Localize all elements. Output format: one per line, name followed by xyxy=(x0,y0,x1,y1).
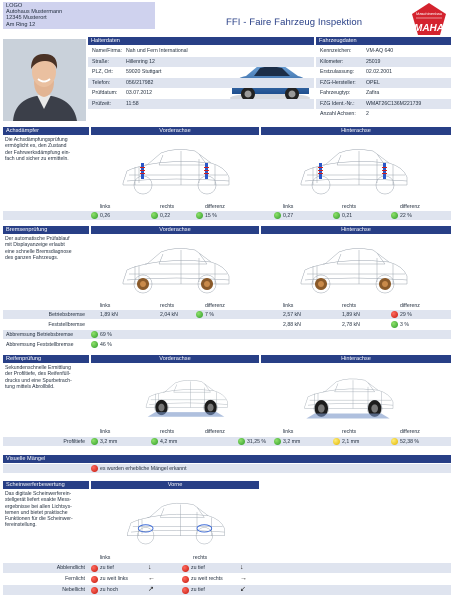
tyre-rear-right-dot xyxy=(333,438,340,445)
tyre-front-image xyxy=(140,365,232,427)
brake-service-front-right: 2,04 kN xyxy=(160,311,178,318)
maha-ribbon-text: Maschinenbau xyxy=(415,11,443,16)
brake-description: Der automatische Prüfablauf mit Displayanzeige erlaubt eine schnelle Bremsdiagnose des ganzen Fahrzeugs. xyxy=(5,236,72,261)
company-logo-text: LOGO xyxy=(6,3,23,9)
wireframe-car-drawing xyxy=(115,236,235,302)
vehicle-field-value: OPEL xyxy=(366,79,380,86)
tyre-rear-image xyxy=(298,365,398,427)
vehicle-field-label: FZG Ident.-Nr.: xyxy=(320,100,355,107)
tyre-front-diff-dot xyxy=(238,438,245,445)
holder-field-label: Telefon: xyxy=(92,79,111,86)
tyre-rear-left: 3,2 mm xyxy=(283,438,301,445)
holder-field-label: Name/Firma: xyxy=(92,48,122,54)
brake-parking-rear-left: 2,88 kN xyxy=(283,321,301,328)
headlight-right-value: zu tief xyxy=(191,565,205,571)
tyre-front-header: Vorderachse xyxy=(91,355,259,363)
headlight-row-label: Nebellicht xyxy=(62,587,85,593)
shock-header: Achsdämpfer xyxy=(3,127,89,135)
headlight-left-arrow-icon: ↓ xyxy=(148,564,152,571)
brake-service-rear-diff-dot xyxy=(391,311,398,318)
shock-rear-right: 0,21 xyxy=(342,212,353,219)
brake-service-front-diff: 7 % xyxy=(205,311,214,318)
brake-rear-header: Hinterachse xyxy=(261,226,451,234)
headlight-left-value: zu tief xyxy=(100,565,114,571)
vehicle-header: Fahrzeugdaten xyxy=(316,37,451,45)
brake-front-header: Vorderachse xyxy=(91,226,259,234)
headlight-right-value: zu weit rechts xyxy=(191,576,223,582)
holder-field-label: Prüfdatum: xyxy=(92,90,118,96)
brake-service-rear-left: 2,57 kN xyxy=(283,311,301,318)
col-header-links: links xyxy=(100,204,111,210)
col-header-links: links xyxy=(100,429,111,435)
tyre-rear-right: 2,1 mm xyxy=(342,438,360,445)
shock-front-header: Vorderachse xyxy=(91,127,259,135)
col-header-rechts: rechts xyxy=(342,429,357,435)
vehicle-field-label: Anzahl Achsen: xyxy=(320,111,356,117)
holder-field-value: 03.07.2012 xyxy=(126,90,152,96)
holder-field-value: Nah und Fern International xyxy=(126,48,188,54)
shock-rear-image xyxy=(292,137,414,203)
brake-service-front-diff-dot xyxy=(196,311,203,318)
brake-parking-deceleration: 46 % xyxy=(100,341,112,348)
shock-front-left: 0,26 xyxy=(100,212,111,219)
tyre-front-left-dot xyxy=(91,438,98,445)
col-header-links: links xyxy=(283,429,294,435)
visual-header: Visuelle Mängel xyxy=(3,455,451,463)
headlight-right-arrow-icon: ↓ xyxy=(240,564,244,571)
brake-parking-rear-right: 2,78 kN xyxy=(342,321,360,328)
holder-field-label: PLZ, Ort: xyxy=(92,69,114,75)
tyre-rear-diff-dot xyxy=(391,438,398,445)
vehicle-field-value: 25019 xyxy=(366,58,381,65)
headlight-left-arrow-icon: ← xyxy=(148,575,155,582)
headlight-right-dot xyxy=(182,565,189,572)
company-city: Am Ring 12 xyxy=(6,21,36,28)
vehicle-field-label: FZG-Hersteller: xyxy=(320,79,356,86)
brake-parking-deceleration-dot xyxy=(91,341,98,348)
headlight-right-value: zu tief xyxy=(191,587,205,593)
wireframe-car-drawing xyxy=(120,491,230,553)
col-header-differenz: differenz xyxy=(400,303,420,309)
holder-field-value: 056/217982 xyxy=(126,79,154,86)
tyre-front-right: 4,2 mm xyxy=(160,438,178,445)
col-header-links: links xyxy=(283,303,294,309)
col-header-differenz: differenz xyxy=(205,429,225,435)
shock-rear-left-dot xyxy=(274,212,281,219)
wireframe-car-drawing xyxy=(298,365,398,427)
shock-rear-diff-dot xyxy=(391,212,398,219)
driver-photo xyxy=(3,39,86,121)
col-header-differenz: differenz xyxy=(205,204,225,210)
brake-parking-rear-diff: 3 % xyxy=(400,321,409,328)
headlight-left-dot xyxy=(91,576,98,583)
headlight-right-arrow-icon: → xyxy=(240,575,247,582)
tyre-depth-label: Profiltiefe xyxy=(63,438,85,445)
col-header-rechts: rechts xyxy=(160,429,175,435)
vehicle-field-value: WMAT26C136M221739 xyxy=(366,100,422,107)
headlight-left-dot xyxy=(91,587,98,594)
shock-front-right: 0,22 xyxy=(160,212,171,219)
company-name: Autohaus Mustermann xyxy=(6,9,63,16)
headlight-right-dot xyxy=(182,576,189,583)
tyre-rear-diff: 52,38 % xyxy=(400,438,420,445)
brake-front-image xyxy=(115,236,235,302)
brake-service-rear-diff: 29 % xyxy=(400,311,412,318)
holder-field-label: Prüfzeit: xyxy=(92,100,112,107)
col-header-links: links xyxy=(283,204,294,210)
col-header-differenz: differenz xyxy=(205,303,225,309)
tyre-front-diff: 31,25 % xyxy=(247,438,267,445)
vehicle-field-label: Fahrzeugtyp: xyxy=(320,90,351,96)
vehicle-field-value: Zafira xyxy=(366,90,380,96)
brake-service-deceleration-dot xyxy=(91,331,98,338)
headlight-image xyxy=(120,491,230,553)
page-title: FFI - Faire Fahrzeug Inspektion xyxy=(226,17,363,28)
tyre-rear-header: Hinterachse xyxy=(261,355,451,363)
holder-row-band xyxy=(88,78,314,88)
brake-header: Bremsenprüfung xyxy=(3,226,89,234)
holder-field-value: 59020 Stuttgart xyxy=(126,69,162,75)
tyre-rear-left-dot xyxy=(274,438,281,445)
shock-front-right-dot xyxy=(151,212,158,219)
shock-rear-right-dot xyxy=(333,212,340,219)
shock-front-image xyxy=(115,137,235,203)
shock-values-row xyxy=(3,211,451,220)
tyre-front-left: 3,2 mm xyxy=(100,438,118,445)
visual-text: es wurden erhebliche Mängel erkannt xyxy=(100,465,187,472)
col-header-rechts: rechts xyxy=(160,303,175,309)
brake-parking-rear-diff-dot xyxy=(391,321,398,328)
headlight-left-dot xyxy=(91,565,98,572)
vehicle-field-label: Kilometer: xyxy=(320,58,344,65)
tyre-header: Reifenprüfung xyxy=(3,355,89,363)
brake-service-deceleration-label: Abbremsung Betriebsbremse xyxy=(6,331,74,338)
brake-rear-image xyxy=(292,236,414,302)
shock-description: Die Achsdämpfungsprüfung ermöglicht es, den Zustand der Fahrwerksdämpfung ein- fach und sicher zu ermitteln. xyxy=(5,137,71,162)
headlight-front-header: Vorne xyxy=(91,481,259,489)
col-header-rechts: rechts xyxy=(342,303,357,309)
headlight-row-label: Abblendlicht xyxy=(56,565,85,571)
headlight-col-rechts: rechts xyxy=(193,555,208,561)
visual-status-dot xyxy=(91,465,98,472)
brake-service-label: Betriebsbremse xyxy=(48,311,85,318)
brake-service-rear-right: 1,89 kN xyxy=(342,311,360,318)
headlight-row-label: Fernlicht xyxy=(65,576,85,582)
tyre-description: Sekundenschnelle Ermittlung der Profiltiefe, des Reifenfüll- drucks und eine Spurbetrach- tung mittels Abrollbild. xyxy=(5,365,72,390)
col-header-differenz: differenz xyxy=(400,204,420,210)
holder-field-value: Hillenring 12 xyxy=(126,58,155,65)
maha-brand-text: MAHA xyxy=(414,23,444,34)
shock-rear-diff: 22 % xyxy=(400,212,412,219)
headlight-left-value: zu hoch xyxy=(100,587,119,593)
tyre-front-right-dot xyxy=(151,438,158,445)
shock-rear-header: Hinterachse xyxy=(261,127,451,135)
holder-field-value: 11:58 xyxy=(126,100,139,107)
shock-front-left-dot xyxy=(91,212,98,219)
holder-field-label: Straße: xyxy=(92,58,110,65)
brake-service-deceleration: 69 % xyxy=(100,331,112,338)
wireframe-car-drawing xyxy=(292,236,414,302)
holder-row-band xyxy=(88,57,314,67)
wireframe-car-drawing xyxy=(140,365,232,427)
brake-service-front-left: 1,89 kN xyxy=(100,311,118,318)
vehicle-field-value: VM-AQ 640 xyxy=(366,48,394,54)
wireframe-car-drawing xyxy=(115,137,235,203)
headlight-header: Scheinwerferbewertung xyxy=(3,481,89,489)
vehicle-field-label: Erstzulassung: xyxy=(320,69,355,75)
wireframe-car-drawing xyxy=(292,137,414,203)
maha-logo xyxy=(410,2,448,38)
company-street: 12345 Musterort xyxy=(6,15,47,22)
holder-header: Halterdaten xyxy=(88,37,314,45)
headlight-description: Das digitale Scheinwerferein- stellgerät liefert exakte Mess- ergebnisse bei allen Lichtsys- temen und bietet praktische Funktionen für die Scheinwer- fereinstellung. xyxy=(5,491,73,529)
brake-parking-deceleration-label: Abbremsung Feststellbremse xyxy=(6,341,74,348)
visual-row xyxy=(3,464,451,473)
brake-parking-label: Feststellbremse xyxy=(48,321,85,328)
headlight-right-arrow-icon: ↙ xyxy=(240,586,246,593)
headlight-left-value: zu weit links xyxy=(100,576,128,582)
vehicle-field-value: 02.02.2001 xyxy=(366,69,392,75)
shock-front-diff: 15 % xyxy=(205,212,217,219)
headlight-left-arrow-icon: ↗ xyxy=(148,586,154,593)
vehicle-field-label: Kennzeichen: xyxy=(320,48,352,54)
col-header-differenz: differenz xyxy=(400,429,420,435)
vehicle-field-value: 2 xyxy=(366,111,369,117)
shock-rear-left: 0,27 xyxy=(283,212,294,219)
headlight-right-dot xyxy=(182,587,189,594)
col-header-rechts: rechts xyxy=(342,204,357,210)
headlight-col-links: links xyxy=(100,555,111,561)
col-header-links: links xyxy=(100,303,111,309)
holder-row-band xyxy=(88,99,314,109)
shock-front-diff-dot xyxy=(196,212,203,219)
company-box xyxy=(3,2,155,29)
col-header-rechts: rechts xyxy=(160,204,175,210)
